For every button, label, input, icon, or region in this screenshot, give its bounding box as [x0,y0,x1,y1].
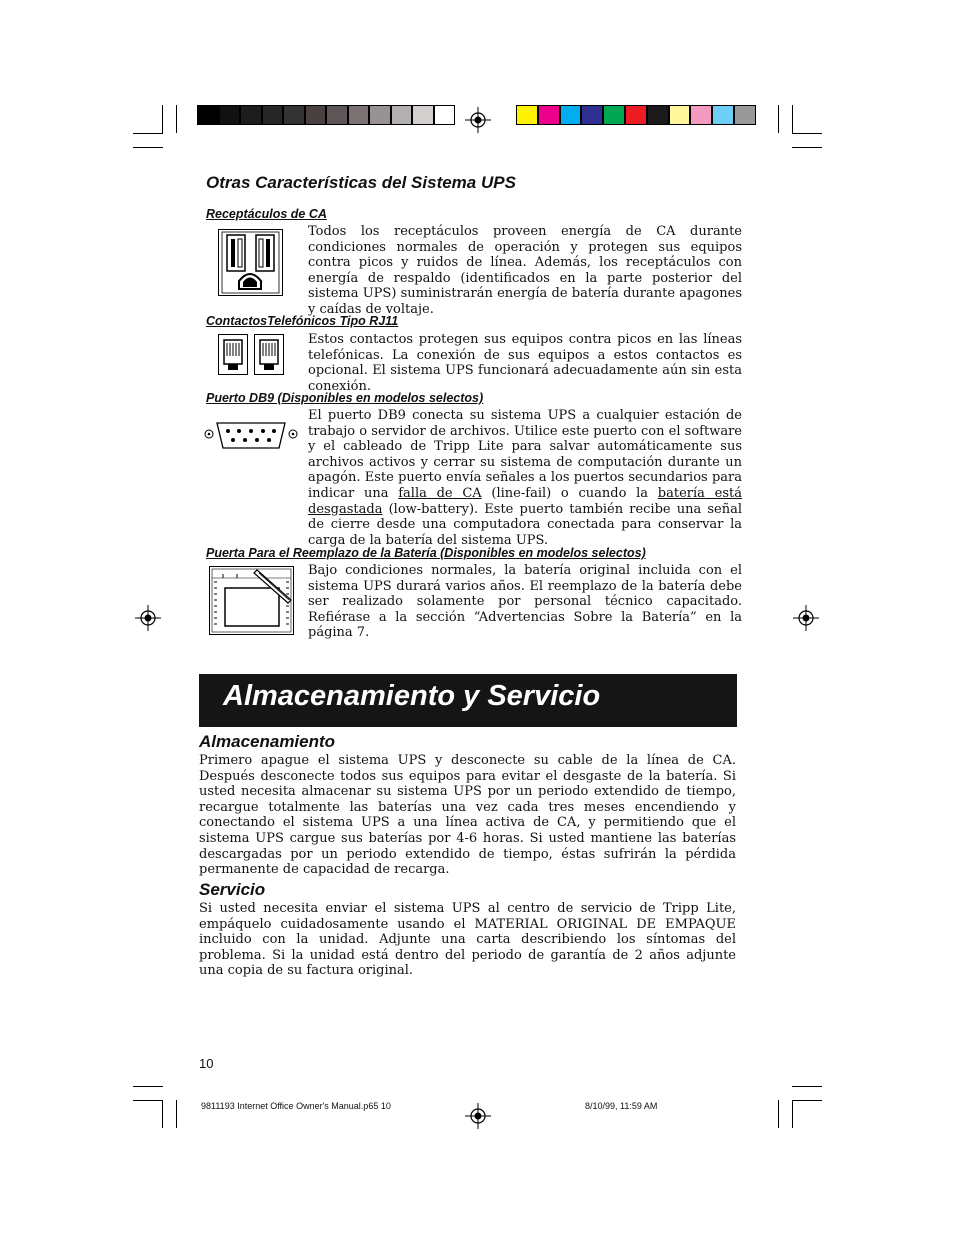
crop-mark [792,1100,822,1101]
battery-door-icon [209,566,295,636]
color-swatch [240,105,262,125]
crop-mark [162,1100,163,1128]
color-swatch [647,105,669,125]
feature-heading-rj11: ContactosTelefónicos Tipo RJ11 [206,314,399,328]
footer-file-info: 9811193 Internet Office Owner's Manual.p65 10 [201,1101,391,1111]
crop-mark [792,147,822,148]
crop-mark [792,105,793,133]
crop-mark [778,1100,779,1128]
color-swatch [348,105,370,125]
color-swatch [434,105,456,125]
color-swatch [516,105,538,125]
crop-mark [133,1086,163,1087]
registration-mark-icon [135,605,161,631]
feature-heading-ac-outlets: Receptáculos de CA [206,207,327,221]
service-heading: Servicio [199,880,266,899]
crop-mark [176,1100,177,1128]
feature-text-db9: El puerto DB9 conecta su sistema UPS a cualquier estación de trabajo o servidor de archivos. Utilice este puerto con el software y el cableado de Tripp Lite para salvar automáticamente sus archivos activos y cerrar su sistema de computación durante un apagón. Este puerto envía señales a los puertos secundarios para indicar una falla de CA (line-fail) o cuando la batería está desgastada (low-battery). Este puerto también recibe una señal de cierre desde una computadora conectada para conservar la carga de la batería del sistema UPS. [308,408,742,548]
ac-outlet-icon [218,229,283,296]
color-swatch [712,105,734,125]
crop-mark [778,105,779,133]
feature-text-ac-outlets: Todos los receptáculos proveen energía de CA durante condiciones normales de operación y protegen sus equipos contra picos y ruidos de línea. Además, los receptáculos con energía de respaldo (identificados en la parte posterior del sistema UPS) suministrarán energía de batería durante apagones y caídas de voltaje. [308,224,742,317]
color-swatch [369,105,391,125]
crop-mark [792,133,822,134]
color-swatch [326,105,348,125]
color-swatch [625,105,647,125]
crop-mark [133,1100,163,1101]
link-line-fail: falla de CA [398,485,482,501]
storage-text: Primero apague el sistema UPS y desconecte su cable de la línea de CA. Después desconecte todos sus equipos para evitar el desgaste de la batería. Si usted necesita almacenar su sistema UPS por un periodo extendido de tiempo, recargue totalmente las baterías una vez cada tres meses encendiendo y conectando el sistema UPS a una línea activa de CA, y permitiendo que el sistema UPS cargue sus baterías por 4-6 horas. Si usted mantiene las baterías descargadas por un periodo extendido de tiempo, éstas sufrirán la pérdida permanente de capacidad de recarga. [199,753,736,878]
db9-port-icon [203,421,299,451]
color-swatch [391,105,413,125]
color-swatch [219,105,241,125]
color-swatch [283,105,305,125]
feature-text-rj11: Estos contactos protegen sus equipos contra picos en las líneas telefónicas. La conexión de sus equipos a estos contactos es opcional. El sistema UPS funcionará adecuadamente aún sin esta conexión. [308,332,742,394]
color-swatch [734,105,756,125]
crop-mark [176,105,177,133]
page-number: 10 [199,1056,214,1071]
color-swatch [412,105,434,125]
footer-date: 8/10/99, 11:59 AM [585,1101,658,1111]
feature-text-battery-door: Bajo condiciones normales, la batería original incluida con el sistema UPS durará varios años. El reemplazo de la batería debe ser realizado solamente por personal técnico capacitado. Refiérase a la sección “Advertencias Sobre la Batería” en la página 7. [308,563,742,641]
rj11-jack-icon [218,334,284,376]
color-swatch [603,105,625,125]
storage-heading: Almacenamiento [199,732,336,751]
crop-mark [792,1100,793,1128]
link-low-battery: batería está desgastada [308,485,742,517]
color-swatch [305,105,327,125]
feature-heading-battery-door: Puerta Para el Reemplazo de la Batería (Disponibles en modelos selectos) [206,546,646,560]
color-swatch [262,105,284,125]
section-title: Otras Características del Sistema UPS [206,173,516,192]
crop-mark [792,1086,822,1087]
registration-mark-icon [793,605,819,631]
chapter-title: Almacenamiento y Servicio [223,680,601,712]
color-swatch [560,105,582,125]
registration-mark-icon [465,1103,491,1129]
color-swatch [581,105,603,125]
crop-mark [162,105,163,133]
color-swatch [538,105,560,125]
crop-mark [133,147,163,148]
color-swatch [197,105,219,125]
color-swatch [690,105,712,125]
chapter-banner [199,674,737,727]
crop-mark [133,133,163,134]
registration-mark-icon [465,107,491,133]
service-text: Si usted necesita enviar el sistema UPS al centro de servicio de Tripp Lite, empáquelo cuidadosamente usando el MATERIAL ORIGINAL DE EMPAQUE incluido con la unidad. Adjunte una carta describiendo los síntomas del problema. Si la unidad está dentro del periodo de garantía de 2 años adjunte una copia de su factura original. [199,901,736,979]
feature-heading-db9: Puerto DB9 (Disponibles en modelos selectos) [206,391,484,405]
color-swatch [669,105,691,125]
